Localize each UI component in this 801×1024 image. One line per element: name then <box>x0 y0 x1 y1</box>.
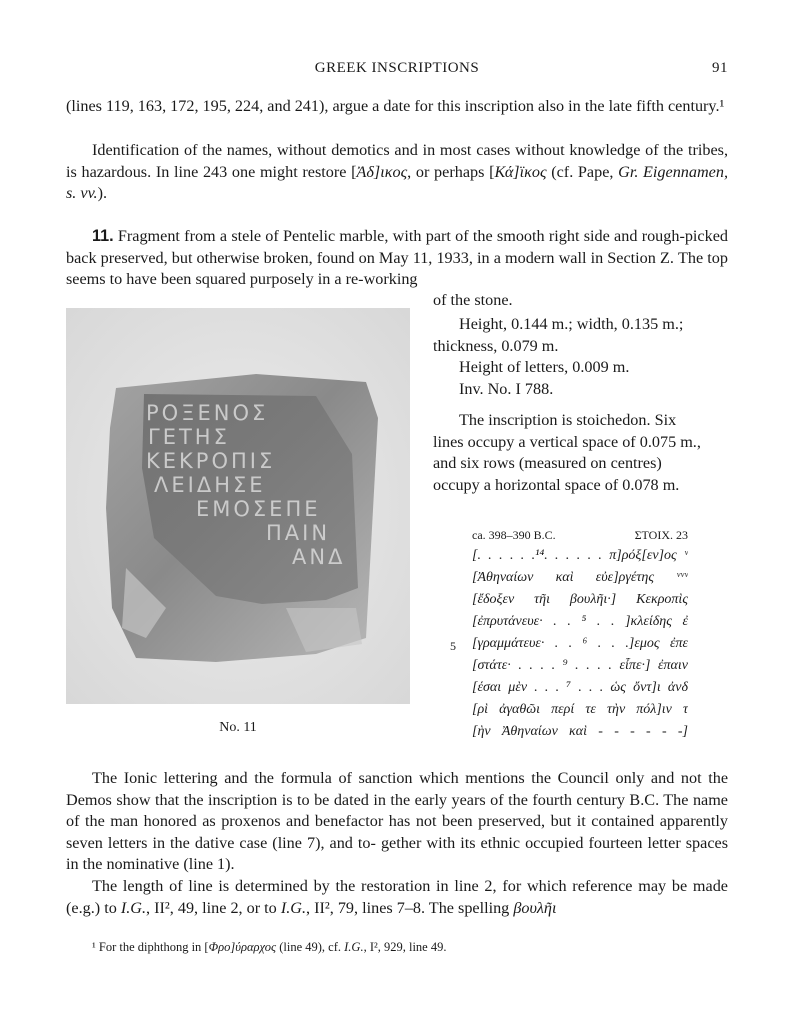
intro-p2-line2a: of the tribes, is hazardous. In line 243 one might restore [ <box>66 141 728 181</box>
measure-thickness: thickness, 0.079 m. <box>433 336 559 355</box>
intro-p2-line3b: ). <box>97 184 108 202</box>
discussion-p1-line2: not the Demos show that the inscription is to be dated in the early years of the fourth <box>66 769 728 809</box>
intro-p1-line2: fifth century.¹ <box>636 97 725 115</box>
entry-line2: rough-picked back preserved, but otherwise broken, found on May 11, 1933, in a modern <box>66 227 728 267</box>
discussion-p2-ig2: I.G. <box>280 898 306 917</box>
intro-p2-greek2: Κά]ϊκος <box>494 162 547 181</box>
discussion-p1-line5: gether with its ethnic occupied fourteen letter spaces in the nominative (line 1). <box>66 833 728 873</box>
intro-p2-greek1: Ἀδ]ικος <box>356 162 408 181</box>
entry-paragraph <box>66 226 728 291</box>
stone-letters-row-6: ΠΑΙΝ <box>266 521 331 545</box>
inscription-stoich: ΣΤΟΙΧ. 23 <box>634 528 688 542</box>
stone-letters-row-7: ΑΝΔ <box>292 545 346 569</box>
inscription-line: [γραμμάτευε· . . ⁶ . . .]εμος ἐπε <box>472 636 688 651</box>
intro-paragraph-2 <box>66 140 728 205</box>
discussion-p2-line2c: , II², 79, lines 7–8. The spelling <box>306 898 514 917</box>
inscription-line: [ἐπρυτάνευε· . . ⁵ . . ]κλείδης ἐ <box>472 614 688 629</box>
inscription-date: ca. 398–390 B.C. <box>472 528 556 542</box>
entry-line4: of the stone. <box>433 291 513 309</box>
stoich-line1: The inscription is stoichedon. Six <box>459 411 677 429</box>
stone-letters-row-5: ΕΜΟΣΕΠΕ <box>196 497 321 521</box>
stone-image <box>66 308 410 704</box>
photo-caption: No. 11 <box>219 720 257 735</box>
inscription-line: [Ἀθηναίων καὶ εὐε]ργέτης ᵛᵛᵛ <box>472 570 688 585</box>
footnote-a: ¹ For the diphthong in [ <box>92 940 209 954</box>
stoichedon-description <box>433 410 728 496</box>
footnote-c: , I², 929, line 49. <box>363 940 447 954</box>
inscription-header <box>472 528 688 544</box>
inscription-line: [ἔδοξεν τῆι βουλῆι·] Κεκροπὶς <box>472 592 688 607</box>
inscription-line-number: 5 <box>450 639 456 653</box>
discussion-paragraph-2 <box>66 876 728 919</box>
stoich-line2: lines occupy a vertical space of 0.075 m., <box>433 432 701 451</box>
intro-paragraph-1 <box>66 96 728 118</box>
entry-line1: Fragment from a stele of Pentelic marble, with part of the smooth right side and <box>113 227 638 245</box>
inscription-line: [έσαι μὲν . . . ⁷ . . . ὡς ὄντ]ι ἀνδ <box>472 680 688 695</box>
intro-p2-line3a: (cf. Pape, <box>551 162 619 181</box>
page-number: 91 <box>712 60 728 76</box>
entry-line4-block <box>433 290 728 312</box>
entry-number: 11. <box>92 227 114 245</box>
inscription-line: [στάτε· . . . . ⁹ . . . . εἶπε·] ἐπαιν <box>472 658 688 673</box>
measurements-block <box>433 314 728 400</box>
discussion-p1-line3: century B.C. The name of the man honored as proxenos and benefactor has not been <box>66 790 728 830</box>
stoich-line4: occupy a horizontal space of 0.078 m. <box>433 475 680 494</box>
measure-inventory: Inv. No. I 788. <box>459 379 554 398</box>
footnote <box>92 940 728 955</box>
discussion-p2-ig1: I.G. <box>120 898 147 917</box>
discussion-p2-greek: βουλῆι <box>513 898 557 917</box>
intro-p1-line1: (lines 119, 163, 172, 195, 224, and 241), argue a date for this inscription also in the late <box>66 97 633 115</box>
stone-photograph <box>66 308 410 704</box>
intro-p2-line1: Identification of the names, without demotics and in most cases without knowledge <box>92 141 641 159</box>
stone-letters-row-3: ΚΕΚΡΟΠΙΣ <box>146 449 276 473</box>
running-head <box>66 60 728 82</box>
stoich-line3: and six rows (measured on centres) <box>433 454 662 472</box>
discussion-p2-line2a: be made (e.g.) to <box>66 877 728 917</box>
entry-line3: wall in Section Ζ. The top seems to have been squared purposely in a re-working <box>66 248 728 288</box>
stone-letters-row-2: ΓΕΤΗΣ <box>148 425 230 449</box>
discussion-p1-line4: preserved, but it contained apparently seven letters in the dative case (line 7), and to- <box>66 812 729 852</box>
discussion-p2-line2b: , II², 49, line 2, or to <box>146 898 281 917</box>
running-title: GREEK INSCRIPTIONS <box>314 60 480 76</box>
discussion-paragraph-1 <box>66 768 728 876</box>
footnote-b: (line 49), cf. <box>276 940 345 954</box>
inscription-line: [ρὶ ἀγαθῶι περί τε τὴν πόλ]ιν τ <box>472 702 688 717</box>
intro-p2-line2b: , or perhaps [ <box>407 162 495 181</box>
stone-letters-row-4: ΛΕΙΔΗΣΕ <box>154 473 266 497</box>
footnote-greek: Φρο]ύραρχος <box>208 940 277 954</box>
stone-letters-row-1: ΡΟΞΕΝΟΣ <box>146 401 269 425</box>
measure-height-width: Height, 0.144 m.; width, 0.135 m.; <box>459 315 684 333</box>
intro-p2-em: Gr. Eigennamen, s. vv. <box>66 162 729 202</box>
measure-letters: Height of letters, 0.009 m. <box>459 358 630 376</box>
inscription-line: [ὴν Ἀθηναίων καὶ - - - - - -] <box>472 724 688 739</box>
footnote-ig: I.G. <box>344 940 364 954</box>
discussion-p1-line1: The Ionic lettering and the formula of sanction which mentions the Council only and <box>92 769 675 787</box>
discussion-p2-line1: The length of line is determined by the restoration in line 2, for which reference may <box>92 877 667 895</box>
inscription-line: [. . . . . .¹⁴. . . . . . π]ρόξ[εν]ος ᵛ <box>472 548 688 563</box>
